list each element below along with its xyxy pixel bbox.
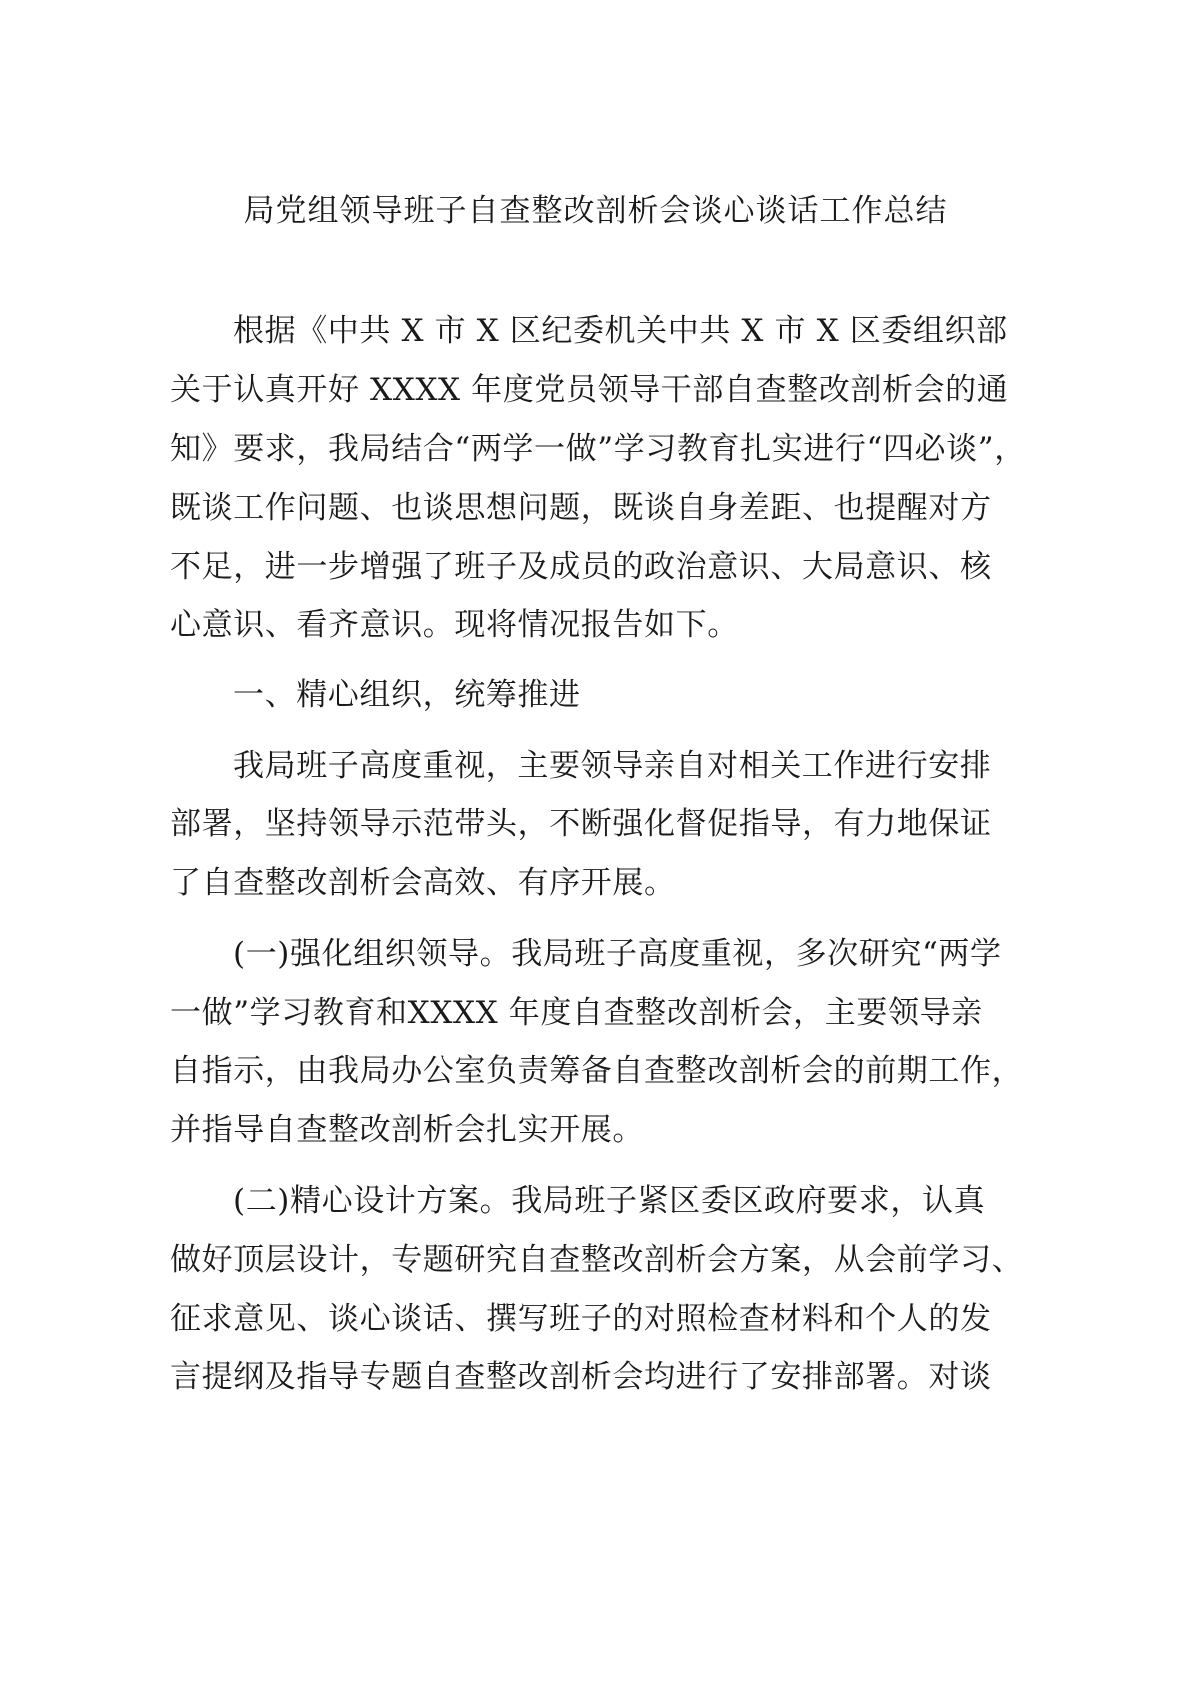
body-line: 并指导自查整改剖析会扎实开展。 xyxy=(170,1112,644,1148)
body-line: 了自查整改剖析会高效、有序开展。 xyxy=(170,865,676,901)
body-line: 做好顶层设计，专题研究自查整改剖析会方案，从会前学习、 xyxy=(170,1242,1024,1278)
body-line: (二)精心设计方案。我局班子紧区委区政府要求，认真 xyxy=(233,1183,986,1219)
body-line: 不足，进一步增强了班子及成员的政治意识、大局意识、核 xyxy=(170,549,992,585)
body-line: 言提纲及指导专题自查整改剖析会均进行了安排部署。对谈 xyxy=(170,1359,992,1395)
body-line: 心意识、看齐意识。现将情况报告如下。 xyxy=(170,607,739,643)
body-line: 自指示，由我局办公室负责筹备自查整改剖析会的前期工作， xyxy=(170,1053,1024,1089)
body-line: 部署，坚持领导示范带头，不断强化督促指导，有力地保证 xyxy=(170,806,992,842)
body-line: 知》要求，我局结合“两学一做”学习教育扎实进行“四必谈”， xyxy=(170,431,1026,467)
body-line: 既谈工作问题、也谈思想问题，既谈自身差距、也提醒对方 xyxy=(170,490,992,526)
body-line: 根据《中共 X 市 X 区纪委机关中共 X 市 X 区委组织部 xyxy=(233,313,1008,349)
section-heading: 一、精心组织，统筹推进 xyxy=(233,677,581,713)
body-line: 征求意见、谈心谈话、撰写班子的对照检查材料和个人的发 xyxy=(170,1301,992,1337)
body-line: (一)强化组织领导。我局班子高度重视，多次研究“两学 xyxy=(233,936,1002,972)
body-line: 我局班子高度重视，主要领导亲自对相关工作进行安排 xyxy=(233,748,992,784)
document-title: 局党组领导班子自查整改剖析会谈心谈话工作总结 xyxy=(243,193,948,229)
body-line: 关于认真开好 XXXX 年度党员领导干部自查整改剖析会的通 xyxy=(170,372,1009,408)
body-line: 一做”学习教育和XXXX 年度自查整改剖析会，主要领导亲 xyxy=(170,995,983,1031)
